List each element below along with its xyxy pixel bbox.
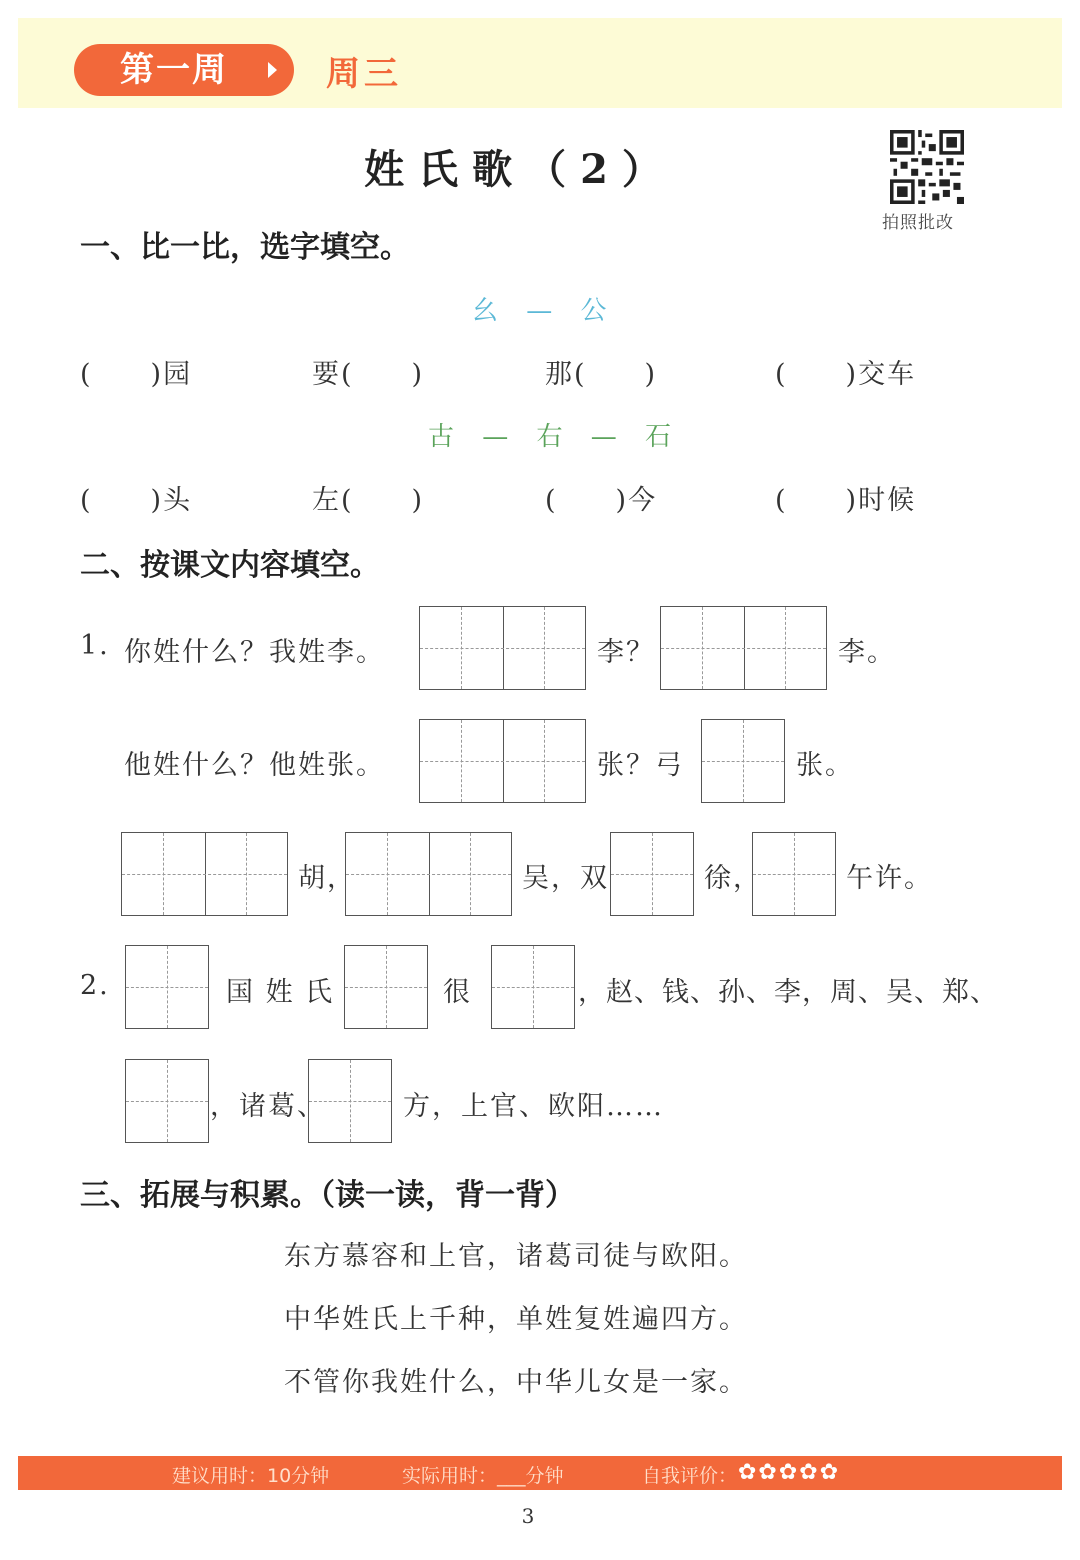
writing-box-double[interactable] xyxy=(419,606,586,690)
question-text: ，诸葛、 xyxy=(210,1091,326,1122)
fill-item[interactable]: ( )今 xyxy=(545,485,658,516)
fill-item[interactable]: ( )交车 xyxy=(775,359,917,390)
fill-item[interactable]: 要( ) xyxy=(312,359,425,390)
qr-label: 拍照批改 xyxy=(882,213,954,233)
qr-code-icon[interactable] xyxy=(890,130,964,204)
self-eval-label: 自我评价： xyxy=(642,1465,738,1487)
question-text: 徐， xyxy=(704,863,762,894)
question-text: 国 姓 氏 xyxy=(226,977,335,1008)
section1-heading: 一、比一比，选字填空。 xyxy=(80,230,410,265)
question-text: 李。 xyxy=(838,637,896,668)
fill-item[interactable]: ( )时候 xyxy=(775,485,917,516)
fill-item[interactable]: 那( ) xyxy=(545,359,658,390)
writing-box-single[interactable] xyxy=(752,832,836,916)
writing-box-single[interactable] xyxy=(491,945,575,1029)
section2-heading: 二、按课文内容填空。 xyxy=(80,548,380,583)
compare-chars-2: 古 — 右 — 石 xyxy=(428,422,682,452)
page-number: 3 xyxy=(521,1504,535,1528)
day-label: 周三 xyxy=(326,54,402,94)
question-text: 吴，双 xyxy=(522,863,609,894)
writing-box-single[interactable] xyxy=(344,945,428,1029)
fill-item[interactable]: 左( ) xyxy=(312,485,425,516)
poem-line: 不管你我姓什么，中华儿女是一家。 xyxy=(284,1367,748,1398)
actual-time[interactable]: 实际用时：___分钟 xyxy=(402,1465,564,1487)
writing-box-single[interactable] xyxy=(610,832,694,916)
question-text: 他姓什么？他姓张。 xyxy=(124,750,385,781)
writing-box-single[interactable] xyxy=(308,1059,392,1143)
question-text: 很 xyxy=(443,977,472,1008)
question-number: 1. xyxy=(80,630,110,661)
question-text: 午许。 xyxy=(846,863,933,894)
writing-box-single[interactable] xyxy=(125,1059,209,1143)
writing-box-double[interactable] xyxy=(121,832,288,916)
poem-line: 中华姓氏上千种，单姓复姓遍四方。 xyxy=(284,1304,748,1335)
question-text: 胡， xyxy=(298,863,356,894)
question-text: 张？弓 xyxy=(597,750,684,781)
section3-heading: 三、拓展与积累。（读一读，背一背） xyxy=(80,1178,575,1213)
week-label: 第一周 xyxy=(74,44,294,96)
question-text: 你姓什么？我姓李。 xyxy=(124,637,385,668)
compare-chars-1: 幺 — 公 xyxy=(472,296,617,326)
triangle-right-icon xyxy=(268,62,277,78)
question-text: 方，上官、欧阳…… xyxy=(403,1091,664,1122)
question-text: 李？ xyxy=(597,637,655,668)
writing-box-double[interactable] xyxy=(345,832,512,916)
page-title: 姓氏歌（2） xyxy=(364,146,676,193)
rating-flower-icons[interactable]: ✿✿✿✿✿ xyxy=(738,1460,841,1485)
writing-box-single[interactable] xyxy=(125,945,209,1029)
fill-item[interactable]: ( )园 xyxy=(80,359,193,390)
question-number: 2. xyxy=(80,970,110,1001)
question-text: ，赵、钱、孙、李，周、吴、郑、 xyxy=(578,977,998,1008)
question-text: 张。 xyxy=(796,750,854,781)
writing-box-single[interactable] xyxy=(701,719,785,803)
poem-line: 东方慕容和上官，诸葛司徒与欧阳。 xyxy=(284,1241,748,1272)
writing-box-double[interactable] xyxy=(660,606,827,690)
writing-box-double[interactable] xyxy=(419,719,586,803)
suggested-time: 建议用时：10分钟 xyxy=(172,1465,330,1487)
fill-item[interactable]: ( )头 xyxy=(80,485,193,516)
